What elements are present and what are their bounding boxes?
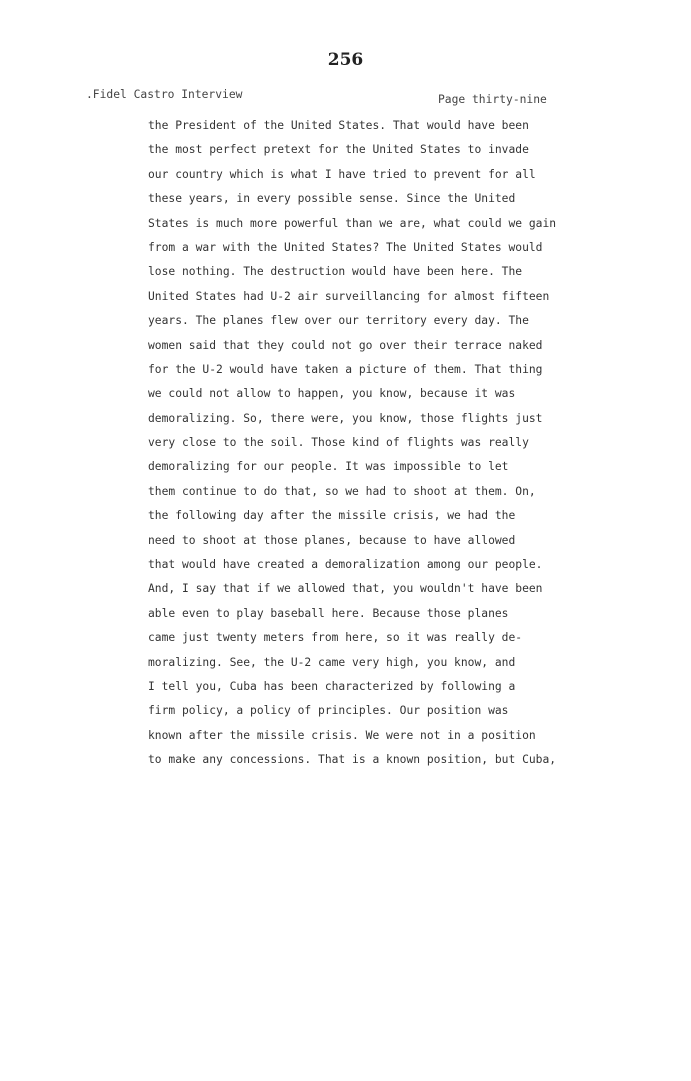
text-line: need to shoot at those planes, because to have allowed: [148, 533, 516, 547]
text-line: came just twenty meters from here, so it was really de-: [148, 631, 523, 645]
text-line: we could not allow to happen, you know, because it was: [148, 387, 516, 401]
text-line: And, I say that if we allowed that, you wouldn't have been: [148, 582, 543, 596]
text-line: lose nothing. The destruction would have been here. The: [148, 265, 523, 279]
text-line: these years, in every possible sense. Since the United: [148, 192, 516, 206]
text-line: known after the missile crisis. We were not in a position: [148, 728, 536, 742]
text-line: them continue to do that, so we had to shoot at them. On,: [148, 484, 536, 498]
text-line: United States had U-2 air surveillancing for almost fifteen: [148, 289, 550, 303]
text-line: the following day after the missile crisis, we had the: [148, 509, 516, 523]
transcript-body: [148, 114, 648, 773]
text-line: the President of the United States. That would have been: [148, 119, 529, 132]
text-line: I tell you, Cuba has been characterized by following a: [148, 679, 516, 693]
text-line: for the U-2 would have taken a picture of them. That thing: [148, 362, 543, 376]
text-line: to make any concessions. That is a known position, but Cuba,: [148, 753, 557, 767]
text-line: demoralizing for our people. It was impossible to let: [148, 460, 509, 474]
text-line: years. The planes flew over our territory every day. The: [148, 314, 529, 328]
text-line: able even to play baseball here. Because those planes: [148, 606, 509, 620]
text-line: that would have created a demoralization among our people.: [148, 558, 543, 572]
text-line: States is much more powerful than we are, what could we gain: [148, 216, 557, 230]
page-number: 256: [327, 50, 364, 70]
text-line: the most perfect pretext for the United States to invade: [148, 143, 529, 157]
text-line: our country which is what I have tried to prevent for all: [148, 167, 536, 181]
text-line: very close to the soil. Those kind of flights was really: [148, 436, 529, 450]
header-page-label: Page thirty-nine: [438, 93, 547, 106]
text-line: firm policy, a policy of principles. Our position was: [148, 704, 509, 718]
text-line: moralizing. See, the U-2 came very high, you know, and: [148, 655, 516, 669]
text-line: women said that they could not go over their terrace naked: [148, 338, 543, 352]
header-title: .Fidel Castro Interview: [86, 88, 243, 101]
text-line: from a war with the United States? The United States would: [148, 240, 543, 254]
text-line: demoralizing. So, there were, you know, those flights just: [148, 411, 543, 425]
